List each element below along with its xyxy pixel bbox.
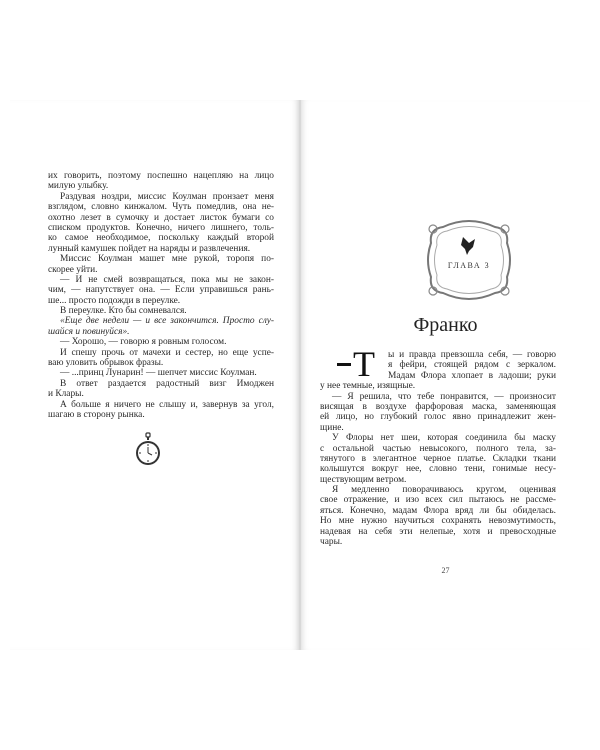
left-page-text <box>48 171 274 420</box>
raven-frame-icon <box>423 215 515 305</box>
text-line: чары. <box>320 537 343 548</box>
text-line: — И не смей возвращаться, пока мы не закон- <box>60 274 274 285</box>
text-line: колышутся вокруг нее, словно тени, гонимые несу- <box>320 464 556 475</box>
text-line: Но мне нужно научиться сохранять невозмутимость, <box>320 516 556 527</box>
pocket-watch-icon <box>135 432 161 468</box>
text-line: И спешу прочь от мачехи и сестер, но еще успе- <box>60 347 274 358</box>
text-line: шайся и повинуйся». <box>48 326 130 337</box>
text-line: яться. Конечно, мадам Флора вряд ли бы обиделась. <box>320 505 556 516</box>
text-line: шагаю в сторону рынка. <box>48 409 145 420</box>
text-line: и Клары. <box>48 389 84 400</box>
text-line: А больше я ничего не слышу и, завернув за угол, <box>60 399 274 410</box>
drop-cap-letter: Т <box>353 344 375 384</box>
text-line: висящая в воздухе фарфоровая маска, заменяющая <box>320 401 556 412</box>
text-line: ваю уловить обрывок фразы. <box>48 358 164 369</box>
text-line: ше... просто подожди в переулке. <box>48 295 181 306</box>
page-number: 27 <box>441 566 450 575</box>
text-line: В ответ раздается радостный визг Имоджен <box>60 378 274 389</box>
text-line: — Хорошо, — говорю я ровным голосом. <box>60 337 227 348</box>
right-page <box>301 100 590 650</box>
text-line: тянутого в элегантное черное платье. Складки ткани <box>320 453 556 464</box>
chapter-label: ГЛАВА 3 <box>447 261 491 270</box>
text-line: ей лицо, но глубокий голос явно принадлежит жен- <box>320 412 556 423</box>
text-line: свое отражение, и изо всех сил пытаюсь не рассме- <box>320 495 556 506</box>
text-line: надевая на себя эти нелепые, хотя и превосходные <box>320 526 556 537</box>
text-line: Раздувая ноздри, миссис Коулман пронзает меня <box>60 191 274 202</box>
text-line: чим, — напутствует она. — Если управишься рань- <box>48 285 274 296</box>
text-line: ществующим ветром. <box>320 474 407 485</box>
text-line: — ...принц Лунарин! — шепчет миссис Коулман. <box>60 368 257 379</box>
dropcap-text-line: я фейри, стоящей рядом с зеркалом. <box>388 360 556 371</box>
text-line: ко самое необходимое, поскольку каждый второй <box>48 233 274 244</box>
chapter-title: Франко <box>413 314 478 336</box>
dropcap-text-line: Мадам Флора хлопает в ладоши; руки <box>388 370 556 381</box>
text-line: милую улыбку. <box>48 181 109 192</box>
left-page <box>10 100 299 650</box>
text-line: — Я решила, что тебе понравится, — произносит <box>332 391 556 402</box>
text-line: их говорить, поэтому поспешно нацепляю на лицо <box>48 171 274 181</box>
text-line: лунный камушек пойдет на наряды и развлечения. <box>48 243 251 254</box>
text-line: щине. <box>320 422 344 433</box>
text-line: у нее темные, изящные. <box>320 381 416 392</box>
text-line: скорее уйти. <box>48 264 98 275</box>
text-line: Миссис Коулман машет мне рукой, торопя по- <box>60 254 274 265</box>
text-line: взглядом, словно кинжалом. Чуть помедлив, она не- <box>48 202 274 213</box>
text-line: У Флоры нет шеи, которая соединила бы маску <box>332 433 556 444</box>
dropcap-text-line: ы и правда превзошла себя, — говорю <box>388 350 556 360</box>
text-line: списком продуктов. Конечно, ничего лишнего, толь- <box>48 222 274 233</box>
text-line: с остальной частью невысокого, полного тела, за- <box>320 443 556 454</box>
text-line: В переулке. Кто бы сомневался. <box>60 306 187 317</box>
right-page-text <box>320 350 556 547</box>
text-line: охотно лезет в сумочку и достает листок бумаги со <box>48 212 274 223</box>
text-line: Я медленно поворачиваюсь кругом, оценивая <box>332 485 556 496</box>
text-line: «Еще две недели — и все закончится. Просто слу- <box>60 316 274 327</box>
